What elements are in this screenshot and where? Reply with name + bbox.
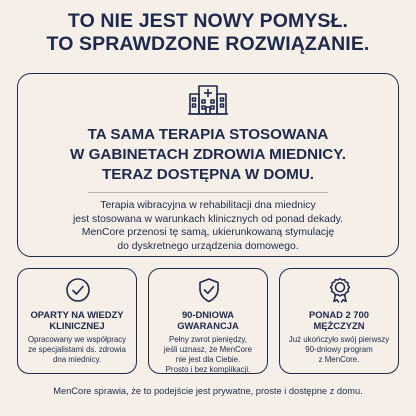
main-body-line-2: jest stosowana w warunkach klinicznych od ponad dekady.: [72, 213, 344, 225]
card-body-line: dna miednicy.: [52, 355, 102, 364]
feature-card-title: [18, 309, 136, 331]
card-body-line: Już ukończyło swój pierwszy: [288, 335, 390, 344]
card-body-line: Opracowany we współpracy: [27, 335, 127, 344]
feature-card-body: [18, 335, 136, 365]
card-body-line: jeśli uznasz, że MenCore: [163, 345, 253, 354]
feature-card-title: [280, 309, 398, 331]
card-title-line: GWARANCJA: [177, 320, 239, 331]
main-title-line-3: TERAZ DOSTĘPNA W DOMU.: [101, 166, 315, 183]
headline: [0, 10, 416, 56]
main-card-title: [17, 125, 399, 185]
headline-line-2: TO SPRAWDZONE ROZWIĄZANIE.: [46, 33, 370, 55]
card-title-line: PONAD 2 700: [309, 309, 369, 320]
main-title-line-2: W GABINETACH ZDROWIA MIEDNICY.: [70, 146, 346, 163]
card-title-line: MĘŻCZYZN: [313, 320, 365, 331]
card-title-line: OPARTY NA WIEDZY: [30, 309, 124, 320]
card-body-line: nie jest dla Ciebie.: [175, 355, 241, 364]
feature-card-body: [280, 335, 398, 365]
feature-card-clinical: [17, 268, 137, 374]
feature-card-users: [279, 268, 399, 374]
main-body-line-4: do dyskretnego urządzenia domowego.: [117, 240, 299, 252]
card-body-line: ze specjalistami ds. zdrowia: [28, 345, 126, 354]
main-title-line-1: TA SAMA TERAPIA STOSOWANA: [87, 126, 329, 143]
feature-card-guarantee: [148, 268, 268, 374]
main-body-line-1: Terapia wibracyjna w rehabilitacji dna miednicy: [100, 200, 316, 211]
feature-card-title: [149, 309, 267, 331]
card-title-line: KLINICZNEJ: [49, 320, 105, 331]
card-body-line: Pełny zwrot pieniędzy,: [169, 335, 247, 344]
shield-check-icon: [196, 277, 222, 303]
main-card-body: [17, 199, 399, 253]
check-circle-icon: [65, 277, 91, 303]
card-body-line: z MenCore.: [318, 355, 360, 364]
headline-line-1: TO NIE JEST NOWY POMYSŁ.: [67, 10, 349, 32]
card-body-line: 90-dniowy program: [305, 345, 373, 354]
main-body-line-3: MenCore przenosi tę samą, ukierunkowaną stymulację: [81, 227, 335, 238]
main-card-divider: [88, 192, 328, 193]
footer-text: MenCore sprawia, że to podejście jest prywatne, proste i dostępne z domu.: [53, 386, 363, 396]
award-ribbon-icon: [327, 277, 353, 303]
hospital-icon: [187, 80, 229, 116]
card-title-line: 90-DNIOWA: [181, 309, 235, 320]
card-body-line: Prosto i bez komplikacji.: [165, 365, 251, 374]
feature-card-body: [149, 335, 267, 375]
